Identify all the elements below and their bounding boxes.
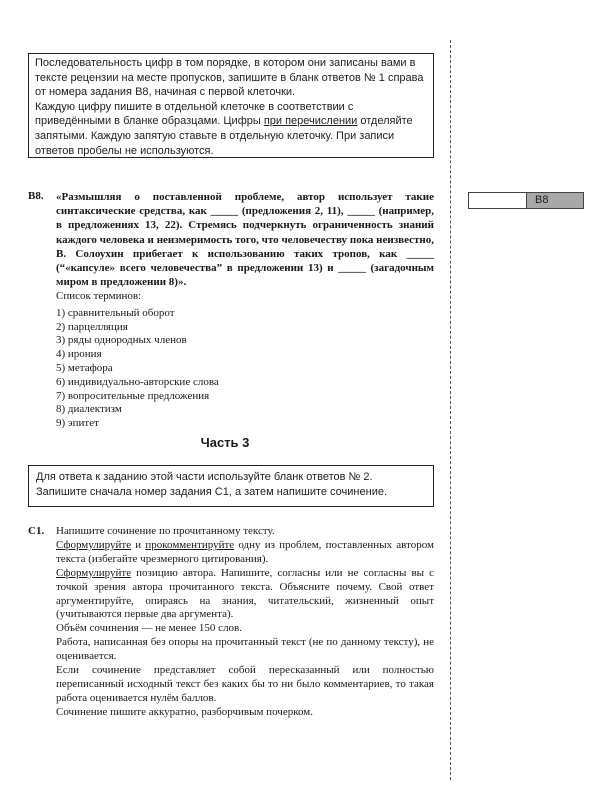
task-number-b8: В8. bbox=[28, 190, 44, 202]
instructions-paragraph-2 bbox=[35, 100, 427, 158]
c1-line bbox=[56, 539, 434, 567]
c1-line: Работа, написанная без опоры на прочитанный текст (не по данному тексту), не оценивается. bbox=[56, 636, 434, 663]
part3-instruction-text: Для ответа к заданию этой части используйте бланк ответов № 2. Запишите сначала номер задания С1, а затем напишите сочинение. bbox=[36, 471, 388, 498]
instructions-paragraph-1: Последовательность цифр в том порядке, в котором они записаны вами в тексте рецензии на месте пропусков, запишите в бланк ответов № 1 справа от номера задания В8, начиная с первой клеточки. bbox=[35, 57, 424, 99]
c1-text: позицию автора. Напишите, согласны или не согласны вы с точкой зрения автора прочитанного текста. Объясните почему. Свой ответ аргументируйте, опираясь на знания, читательский, жизненный опыт (учитываются первые два аргумента). bbox=[56, 566, 434, 621]
instructions-underlined-text: при перечислении bbox=[263, 115, 358, 128]
c1-line: Если сочинение представляет собой пересказанный или полностью переписанный исходный текст без каких бы то ни было комментариев, то такая работа оценивается нулём баллов. bbox=[56, 664, 434, 704]
instructions-text: Каждую цифру пишите в отдельной клеточке в соответствии с приведёнными в бланке образцами. Цифры bbox=[35, 100, 354, 128]
term-item: 6) индивидуально-авторские слова bbox=[56, 375, 219, 388]
term-item: 5) метафора bbox=[56, 361, 113, 374]
task-c1-text bbox=[56, 525, 434, 720]
c1-underlined-text: Сформулируйте bbox=[56, 566, 132, 579]
cut-line-divider bbox=[450, 40, 451, 780]
term-item: 2) парцелляция bbox=[56, 320, 128, 333]
term-item: 9) эпитет bbox=[56, 417, 99, 430]
c1-text: и bbox=[131, 538, 146, 551]
c1-line: Сочинение пишите аккуратно, разборчивым почерком. bbox=[56, 705, 313, 718]
terms-title: Список терминов: bbox=[56, 290, 142, 302]
term-item: 3) ряды однородных членов bbox=[56, 334, 187, 347]
task-b8-text: «Размышляя о поставленной проблеме, автор использует такие синтаксические средства, как _____ (предложения 2, 11), _____ (например, в предложениях 13, 22). Стремясь подчеркнуть ограниченность знаний каждого человека и неизмеримость того, что человечеству пока неизвестно, В. Солоухин прибегает к использованию таких тропов, как _____ (“«капсуле» всего человечества” в предложении 13) и _____ (загадочным миром в предложении 8)». bbox=[56, 191, 434, 289]
answer-field-label: В8 bbox=[527, 193, 583, 208]
c1-line: Объём сочинения — не менее 150 слов. bbox=[56, 622, 242, 635]
answer-cell-blank bbox=[469, 193, 527, 208]
term-item: 1) сравнительный оборот bbox=[56, 306, 175, 319]
term-item: 7) вопросительные предложения bbox=[56, 389, 210, 402]
c1-line bbox=[56, 567, 434, 623]
c1-line: Напишите сочинение по прочитанному тексту. bbox=[56, 525, 275, 537]
answer-field-b8 bbox=[468, 192, 584, 209]
part3-heading: Часть 3 bbox=[200, 435, 250, 450]
c1-text: одну из проблем, поставленных автором текста (избегайте чрезмерного цитирования). bbox=[56, 538, 434, 565]
c1-underlined-text: прокомментируйте bbox=[145, 538, 235, 551]
term-item: 4) ирония bbox=[56, 348, 102, 361]
instructions-text: отделяйте запятыми. Каждую запятую ставьте в отдельную клеточку. При записи ответов пробелы не используются. bbox=[35, 115, 413, 157]
part3-instruction-box bbox=[28, 465, 434, 507]
instructions-box bbox=[28, 53, 434, 158]
terms-list bbox=[56, 290, 426, 431]
c1-underlined-text: Сформулируйте bbox=[56, 538, 132, 551]
task-number-c1: С1. bbox=[28, 525, 45, 537]
term-item: 8) диалектизм bbox=[56, 403, 122, 416]
